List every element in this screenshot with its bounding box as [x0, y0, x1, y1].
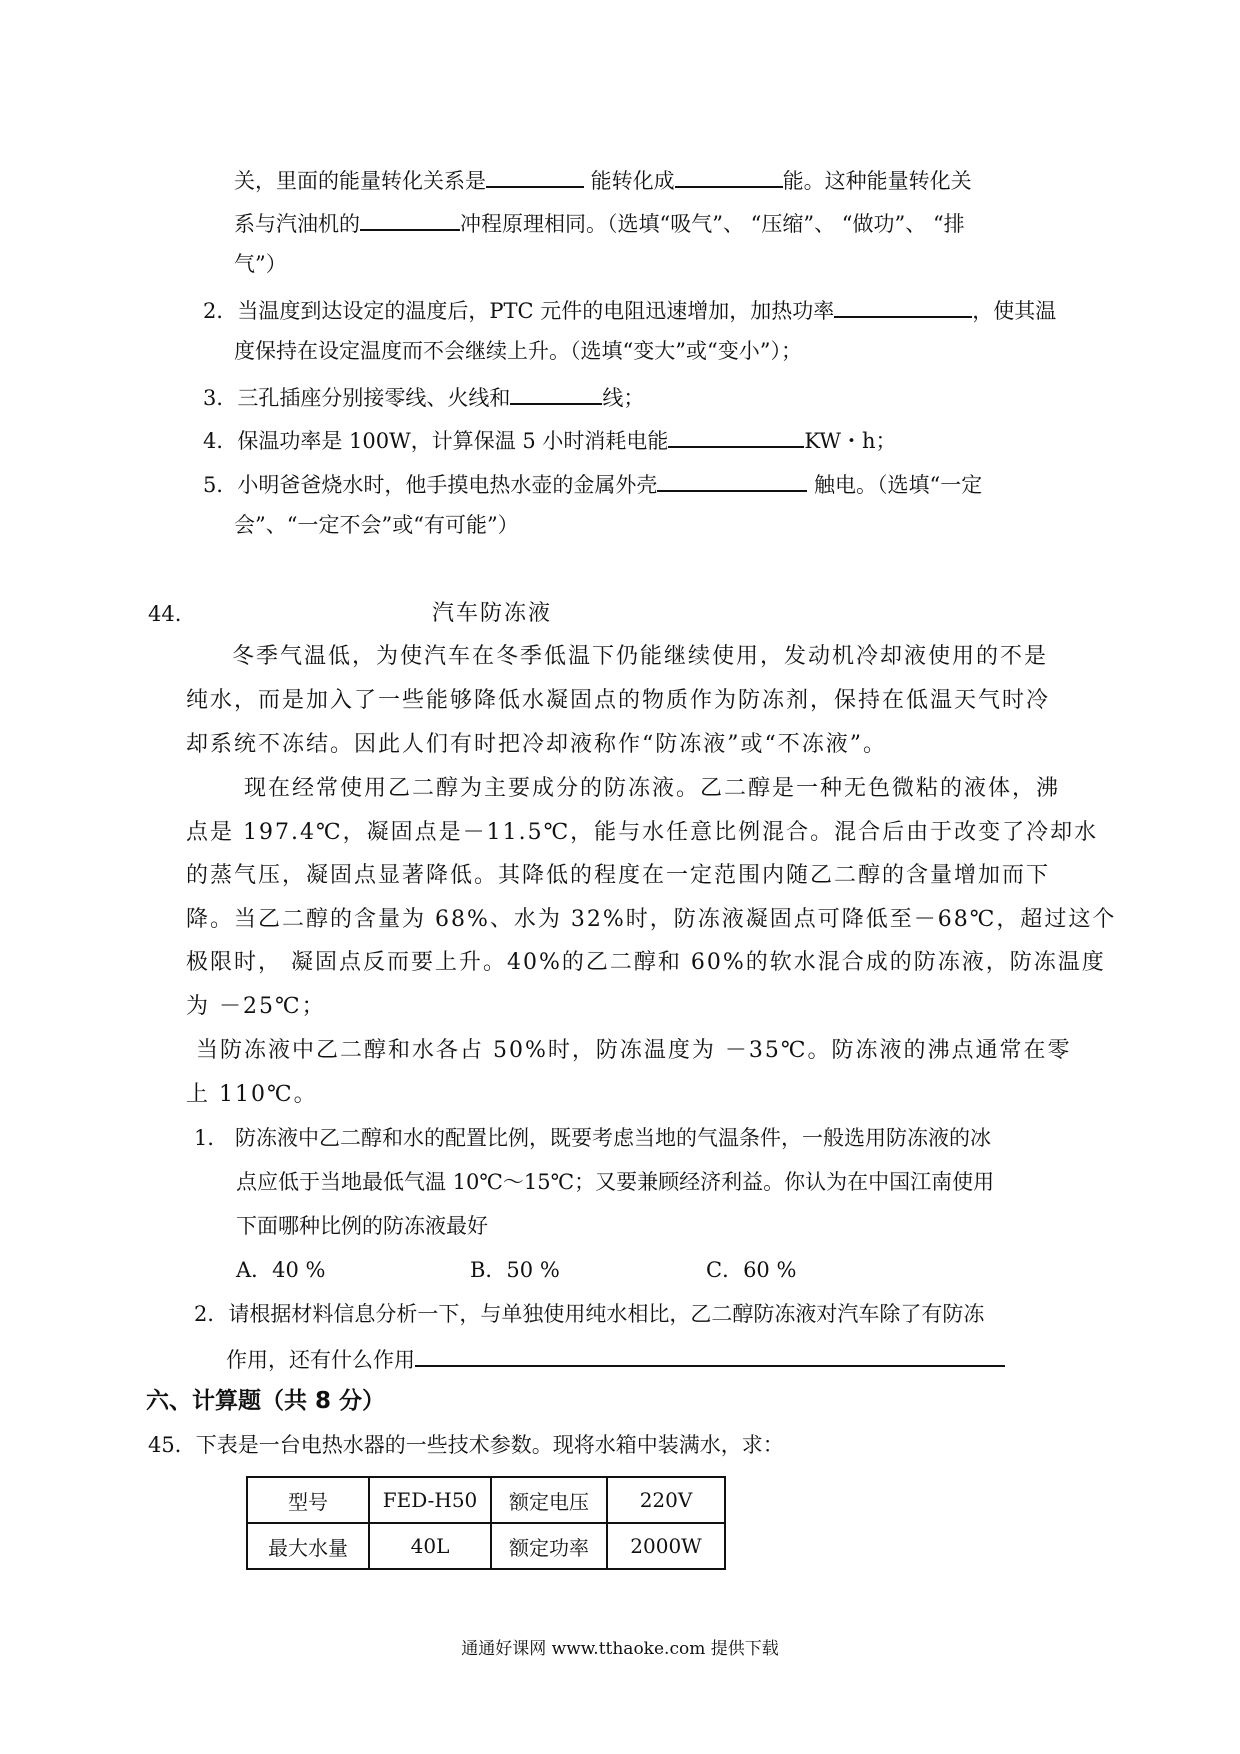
passage-line: 点是 197.4℃，凝固点是－11.5℃，能与水任意比例混合。混合后由于改变了冷却水 — [186, 820, 1099, 845]
option-b[interactable]: B．50 % — [470, 1258, 560, 1282]
passage-line: 冬季气温低，为使汽车在冬季低温下仍能继续使用，发动机冷却液使用的不是 — [232, 644, 1049, 669]
q43-sub-3: 3．三孔插座分别接零线、火线和 线； — [203, 381, 644, 412]
answer-blank[interactable] — [834, 294, 972, 318]
passage-line: 纯水，而是加入了一些能够降低水凝固点的物质作为防冻剂，保持在低温天气时冷 — [186, 688, 1051, 713]
answer-blank[interactable] — [657, 468, 807, 492]
sub-question-1-cont: 下面哪种比例的防冻液最好 — [236, 1214, 488, 1238]
answer-blank[interactable] — [675, 164, 783, 188]
question-number: 44. — [148, 602, 182, 626]
q43-line-1: 关，里面的能量转化关系是 能转化成 能。这种能量转化关 — [234, 164, 972, 195]
table-cell: 220V — [607, 1477, 725, 1523]
passage-line: 当防冻液中乙二醇和水各占 50%时，防冻温度为 －35℃。防冻液的沸点通常在零 — [196, 1038, 1072, 1063]
sub-question-1: 1． 防冻液中乙二醇和水的配置比例，既要考虑当地的气温条件，一般选用防冻液的冰 — [194, 1126, 992, 1150]
q43-line-3: 气”） — [234, 252, 287, 276]
table-cell: 最大水量 — [247, 1523, 369, 1569]
table-cell: 2000W — [607, 1523, 725, 1569]
table-row — [247, 1523, 725, 1569]
sub-question-2-cont: 作用，还有什么作用 — [226, 1343, 1005, 1374]
passage-line: 现在经常使用乙二醇为主要成分的防冻液。乙二醇是一种无色微粘的液体，沸 — [244, 776, 1061, 801]
table-row — [247, 1477, 725, 1523]
answer-blank[interactable] — [360, 207, 460, 231]
table-cell: FED-H50 — [369, 1477, 491, 1523]
q43-sub-5-cont: 会”、“一定不会”或“有可能”） — [234, 513, 519, 537]
q43-sub-2-cont: 度保持在设定温度而不会继续上升。（选填“变大”或“变小”）； — [234, 339, 802, 363]
q43-sub-5: 5．小明爸爸烧水时，他手摸电热水壶的金属外壳 触电。（选填“一定 — [203, 468, 982, 499]
table-cell: 额定功率 — [491, 1523, 607, 1569]
sub-question-1-cont: 点应低于当地最低气温 10℃～15℃；又要兼顾经济利益。你认为在中国江南使用 — [236, 1170, 995, 1194]
passage-title: 汽车防冻液 — [432, 601, 553, 626]
table-cell: 型号 — [247, 1477, 369, 1523]
passage-line: 为 －25℃； — [186, 994, 326, 1019]
q43-sub-4: 4．保温功率是 100W，计算保温 5 小时消耗电能 KW・h； — [203, 424, 896, 455]
answer-blank[interactable] — [486, 164, 584, 188]
passage-line: 降。当乙二醇的含量为 68%、水为 32%时，防冻液凝固点可降低至－68℃，超过这个 — [186, 907, 1117, 932]
answer-blank[interactable] — [668, 424, 804, 448]
passage-line: 却系统不冻结。因此人们有时把冷却液称作“防冻液”或“不冻液”。 — [186, 732, 887, 757]
spec-table — [246, 1476, 726, 1570]
page-footer: 通通好课网 www.tthaoke.com 提供下载 — [461, 1639, 779, 1659]
answer-blank[interactable] — [510, 381, 602, 405]
q43-sub-2: 2．当温度到达设定的温度后，PTC 元件的电阻迅速增加，加热功率 ，使其温 — [203, 294, 1056, 325]
section-heading: 六、计算题（共 8 分） — [146, 1388, 386, 1414]
passage-line: 极限时， 凝固点反而要上升。40%的乙二醇和 60%的软水混合成的防冻液，防冻温度 — [186, 950, 1106, 975]
passage-line: 上 110℃。 — [186, 1082, 318, 1107]
table-cell: 40L — [369, 1523, 491, 1569]
question-45: 45．下表是一台电热水器的一些技术参数。现将水箱中装满水，求： — [148, 1433, 784, 1457]
answer-blank[interactable] — [415, 1343, 1005, 1367]
sub-question-2: 2．请根据材料信息分析一下，与单独使用纯水相比，乙二醇防冻液对汽车除了有防冻 — [194, 1302, 985, 1326]
option-c[interactable]: C．60 % — [706, 1258, 797, 1282]
passage-line: 的蒸气压，凝固点显著降低。其降低的程度在一定范围内随乙二醇的含量增加而下 — [186, 863, 1051, 888]
table-cell: 额定电压 — [491, 1477, 607, 1523]
q43-line-2: 系与汽油机的 冲程原理相同。（选填“吸气”、 “压缩”、 “做功”、 “排 — [234, 207, 965, 238]
option-a[interactable]: A．40 % — [236, 1258, 326, 1282]
